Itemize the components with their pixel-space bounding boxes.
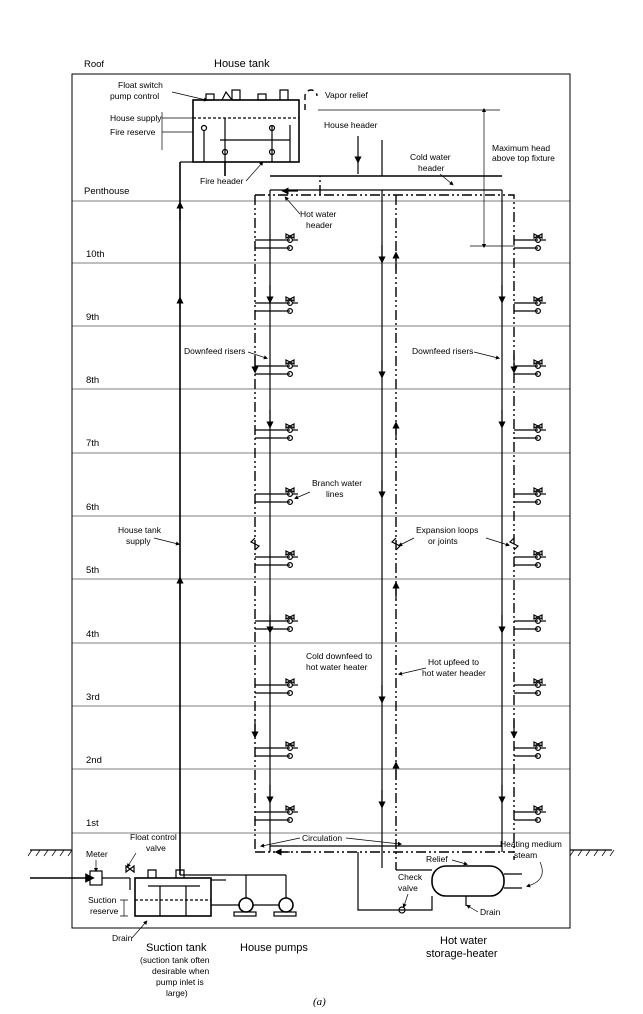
pump-icon-1 bbox=[239, 898, 253, 912]
level-penthouse: Penthouse bbox=[84, 186, 130, 197]
drain-right-label: Drain bbox=[480, 907, 501, 917]
float-control-label-1: Float control bbox=[130, 832, 177, 842]
meter-label: Meter bbox=[86, 849, 108, 859]
branch-lines-label-1: Branch water bbox=[312, 478, 363, 488]
hot-water-storage-heater-icon bbox=[432, 866, 504, 896]
drain-left-label: Drain bbox=[112, 933, 133, 943]
house-supply-label: House supply bbox=[110, 113, 162, 123]
level-10th: 10th bbox=[86, 249, 105, 260]
maximum-head-label-1: Maximum head bbox=[492, 143, 551, 153]
figure-caption: (a) bbox=[313, 996, 326, 1008]
level-4th: 4th bbox=[86, 629, 100, 640]
branch-lines-label-2: lines bbox=[326, 489, 344, 499]
floor-lines bbox=[72, 201, 570, 833]
branch-fixture-right bbox=[514, 360, 546, 376]
branch-fixture-left bbox=[255, 360, 298, 376]
branch-fixture-right bbox=[514, 551, 546, 567]
house-header-label: House header bbox=[324, 120, 378, 130]
suction-note-1: (suction tank often bbox=[140, 955, 210, 965]
pump-icon-2 bbox=[279, 898, 293, 912]
cold-downfeed-label-2: hot water heater bbox=[306, 662, 368, 672]
branch-fixture-left bbox=[255, 551, 298, 567]
branch-fixture-right bbox=[514, 297, 546, 313]
branch-fixture-right bbox=[514, 806, 546, 822]
check-valve-label-2: valve bbox=[398, 883, 418, 893]
hot-header-label-1: Hot water bbox=[300, 209, 337, 219]
maximum-head-label-2: above top fixture bbox=[492, 153, 555, 163]
fire-reserve-label: Fire reserve bbox=[110, 127, 156, 137]
house-supply-riser bbox=[180, 162, 193, 875]
circulation-return bbox=[255, 846, 514, 852]
level-2nd: 2nd bbox=[86, 755, 102, 766]
house-tank-supply-label-2: supply bbox=[126, 536, 151, 546]
suction-reserve-label-2: reserve bbox=[90, 906, 119, 916]
house-pumps-label: House pumps bbox=[240, 942, 308, 954]
meter-icon bbox=[90, 871, 102, 885]
suction-tank-label: Suction tank bbox=[146, 942, 207, 954]
branch-fixture-left bbox=[255, 297, 298, 313]
float-switch-label-2: pump control bbox=[110, 91, 160, 101]
house-tank-supply-label-1: House tank bbox=[118, 525, 161, 535]
level-9th: 9th bbox=[86, 312, 100, 323]
branch-fixture-left bbox=[255, 424, 298, 440]
cold-header-label-2: header bbox=[418, 163, 445, 173]
suction-tank-icon bbox=[135, 878, 211, 916]
branch-fixture-left bbox=[255, 615, 298, 631]
branch-fixture-right bbox=[514, 615, 546, 631]
building-outline bbox=[72, 74, 570, 928]
branch-fixture-left bbox=[255, 679, 298, 695]
vapor-relief-label: Vapor relief bbox=[325, 90, 368, 100]
branch-fixture-left bbox=[255, 234, 298, 250]
downfeed-risers-right-label: Downfeed risers bbox=[412, 346, 474, 356]
level-7th: 7th bbox=[86, 438, 100, 449]
level-5th: 5th bbox=[86, 565, 100, 576]
branch-fixture-right bbox=[514, 679, 546, 695]
branch-fixture-left bbox=[255, 488, 298, 504]
suction-note-3: pump inlet is bbox=[156, 977, 204, 987]
suction-note-4: large) bbox=[166, 988, 188, 998]
heating-medium-label-1: Heating medium bbox=[500, 839, 562, 849]
cold-header-label-1: Cold water bbox=[410, 152, 451, 162]
house-tank bbox=[193, 90, 317, 162]
circulation-label: Circulation bbox=[302, 833, 343, 843]
level-1st: 1st bbox=[86, 818, 99, 829]
level-labels bbox=[84, 59, 129, 829]
level-roof: Roof bbox=[84, 59, 105, 70]
hot-upfeed-label-2: hot water header bbox=[422, 668, 486, 678]
check-valve-label-1: Check bbox=[398, 872, 423, 882]
expansion-label-2: or joints bbox=[428, 536, 458, 546]
heating-medium-label-2: steam bbox=[514, 850, 538, 860]
expansion-label-1: Expansion loops bbox=[416, 525, 479, 535]
branch-fixture-right bbox=[514, 742, 546, 758]
expansion-loops bbox=[251, 538, 518, 550]
branch-fixture-left bbox=[255, 742, 298, 758]
hot-water-heater-label-1: Hot water bbox=[440, 935, 488, 947]
hot-header-label-2: header bbox=[306, 220, 333, 230]
float-switch-label-1: Float switch bbox=[118, 80, 163, 90]
branch-fixture-left bbox=[255, 806, 298, 822]
float-control-label-2: valve bbox=[146, 843, 166, 853]
level-8th: 8th bbox=[86, 375, 100, 386]
hot-upfeed-label-1: Hot upfeed to bbox=[428, 657, 480, 667]
level-6th: 6th bbox=[86, 502, 100, 513]
branch-fixture-right bbox=[514, 424, 546, 440]
hot-water-heater-label-2: storage-heater bbox=[426, 948, 498, 960]
level-3rd: 3rd bbox=[86, 692, 100, 703]
suction-note-2: desirable when bbox=[152, 966, 210, 976]
relief-label: Relief bbox=[426, 854, 448, 864]
downfeed-risers-left-label: Downfeed risers bbox=[184, 346, 246, 356]
house-tank-label: House tank bbox=[214, 58, 270, 70]
suction-reserve-label-1: Suction bbox=[88, 895, 117, 905]
branch-fixture-right bbox=[514, 234, 546, 250]
fire-header-label: Fire header bbox=[200, 176, 244, 186]
maximum-head-dimension bbox=[318, 110, 515, 246]
hot-water-system bbox=[255, 176, 514, 870]
branch-fixture-right bbox=[514, 488, 546, 504]
cold-downfeed-label-1: Cold downfeed to bbox=[306, 651, 373, 661]
